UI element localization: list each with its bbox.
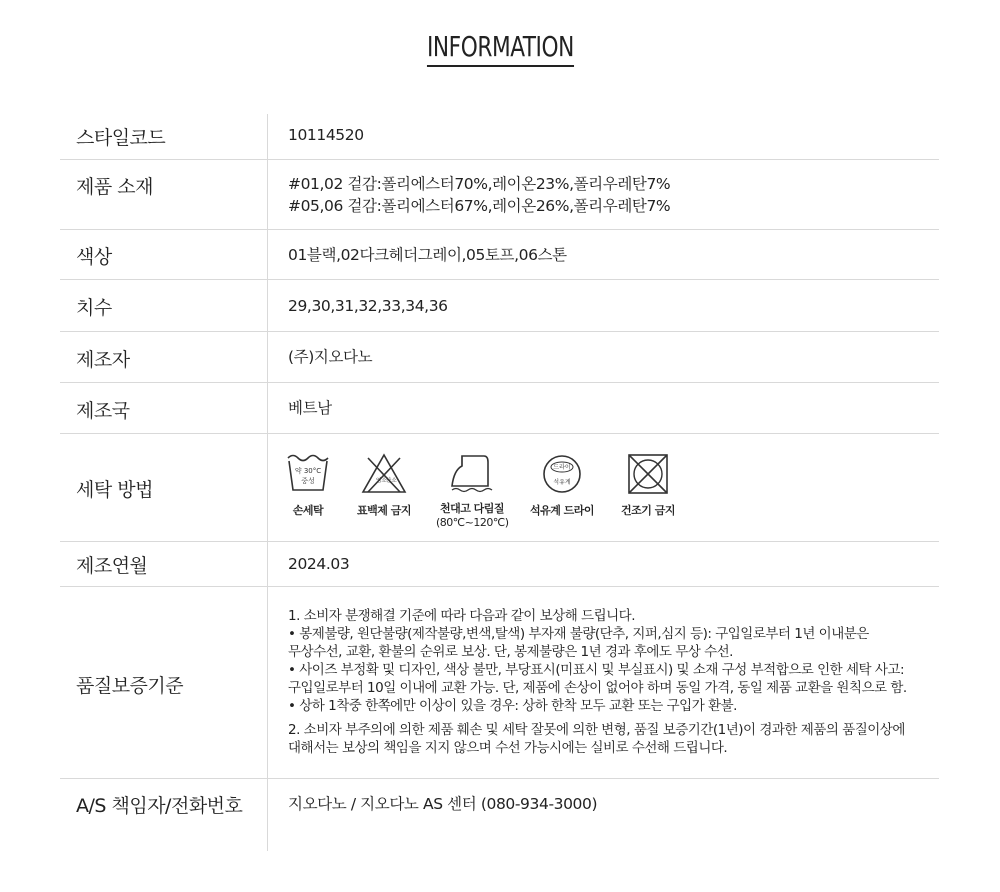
care-iron xyxy=(436,452,508,529)
quality-label: 품질보증기준 xyxy=(76,675,184,697)
quality-line: • 봉제불량, 원단불량(제작불량,변색,탈색) 부자재 불량(단추, 지퍼,심지 등): 구입일로부터 1년 이내분은 xyxy=(288,626,869,642)
care-dry-clean xyxy=(526,452,598,518)
title-wrap xyxy=(0,30,1000,67)
care-hand-wash xyxy=(286,452,330,518)
row-country xyxy=(60,383,939,434)
iron-caption: 천대고 다림질 xyxy=(439,502,505,515)
iron-temp-caption: (80℃~120℃) xyxy=(436,516,509,529)
quality-line: 1. 소비자 분쟁해결 기준에 따라 다음과 같이 보상해 드립니다. xyxy=(288,608,635,624)
country-value: 베트남 xyxy=(288,399,332,417)
row-color xyxy=(60,230,939,280)
style-code-value: 10114520 xyxy=(288,126,364,144)
quality-line: • 상하 1착중 한쪽에만 이상이 있을 경우: 상하 한착 모두 교환 또는 구입가 환불. xyxy=(288,698,737,714)
care-icons xyxy=(286,452,706,536)
country-label: 제조국 xyxy=(76,400,130,422)
date-value: 2024.03 xyxy=(288,555,350,573)
iron-icon xyxy=(446,452,498,496)
quality-line: 2. 소비자 부주의에 의한 제품 훼손 및 세탁 잘못에 의한 변형, 품질 보증기간(1년)이 경과한 제품의 품질이상에 xyxy=(288,722,905,738)
quality-line: • 사이즈 부정확 및 디자인, 색상 불만, 부당표시(미표시 및 부실표시) 및 소재 구성 부적합으로 인한 세탁 사고: xyxy=(288,662,905,678)
quality-line: 무상수선, 교환, 환불의 순위로 보상. 단, 봉제불량은 1년 경과 후에도 무상 수선. xyxy=(288,644,733,660)
washing-label: 세탁 방법 xyxy=(76,479,153,501)
color-value: 01블랙,02다크헤더그레이,05토프,06스톤 xyxy=(288,246,567,264)
no-bleach-oxygen: 산소 xyxy=(386,478,397,484)
no-bleach-icon xyxy=(360,452,408,496)
dry-clean-top: 드라이 xyxy=(553,464,571,471)
care-no-tumble-dry xyxy=(612,452,684,518)
row-size xyxy=(60,280,939,332)
quality-line: 대해서는 보상의 책임을 지지 않으며 수선 가능시에는 실비로 수선해 드립니다. xyxy=(288,740,728,756)
page-title: INFORMATION xyxy=(427,30,574,67)
color-label: 색상 xyxy=(76,246,112,268)
size-label: 치수 xyxy=(76,297,112,319)
row-quality xyxy=(60,587,939,779)
hand-wash-temp: 약 30°C xyxy=(294,467,322,475)
date-label: 제조연월 xyxy=(76,555,148,577)
hand-wash-caption: 손세탁 xyxy=(292,504,324,517)
no-tumble-dry-caption: 건조기 금지 xyxy=(621,504,675,517)
as-value: 지오다노 / 지오다노 AS 센터 (080-934-3000) xyxy=(288,795,598,813)
row-material xyxy=(60,160,939,230)
info-table xyxy=(60,114,939,855)
material-line-2: #05,06 겉감:폴리에스터67%,레이온26%,폴리우레탄7% xyxy=(288,197,671,215)
dry-clean-icon xyxy=(540,452,584,496)
quality-text xyxy=(288,607,907,757)
row-date xyxy=(60,542,939,587)
no-tumble-dry-icon xyxy=(626,452,670,496)
size-value: 29,30,31,32,33,34,36 xyxy=(288,297,448,315)
hand-wash-neutral: 중성 xyxy=(301,477,315,485)
as-label: A/S 책임자/전화번호 xyxy=(76,795,243,817)
material-line-1: #01,02 겉감:폴리에스터70%,레이온23%,폴리우레탄7% xyxy=(288,175,671,193)
row-as xyxy=(60,779,939,855)
maker-value: (주)지오다노 xyxy=(288,348,373,366)
no-bleach-caption: 표백제 금지 xyxy=(357,504,411,517)
dry-clean-caption: 석유계 드라이 xyxy=(529,504,595,517)
dry-clean-bottom: 석유계 xyxy=(553,479,571,486)
material-label: 제품 소재 xyxy=(76,176,153,198)
style-code-label: 스타일코드 xyxy=(76,127,166,149)
quality-line: 구입일로부터 10일 이내에 교환 가능. 단, 제품에 손상이 없어야 하며 동일 가격, 동일 제품 교환을 원칙으로 함. xyxy=(288,680,907,696)
row-washing xyxy=(60,434,939,542)
hand-wash-icon xyxy=(286,452,330,496)
row-style-code xyxy=(60,114,939,160)
maker-label: 제조자 xyxy=(76,349,130,371)
no-bleach-chlorine: 염소 xyxy=(376,478,387,484)
row-maker xyxy=(60,332,939,383)
care-no-bleach xyxy=(357,452,411,518)
